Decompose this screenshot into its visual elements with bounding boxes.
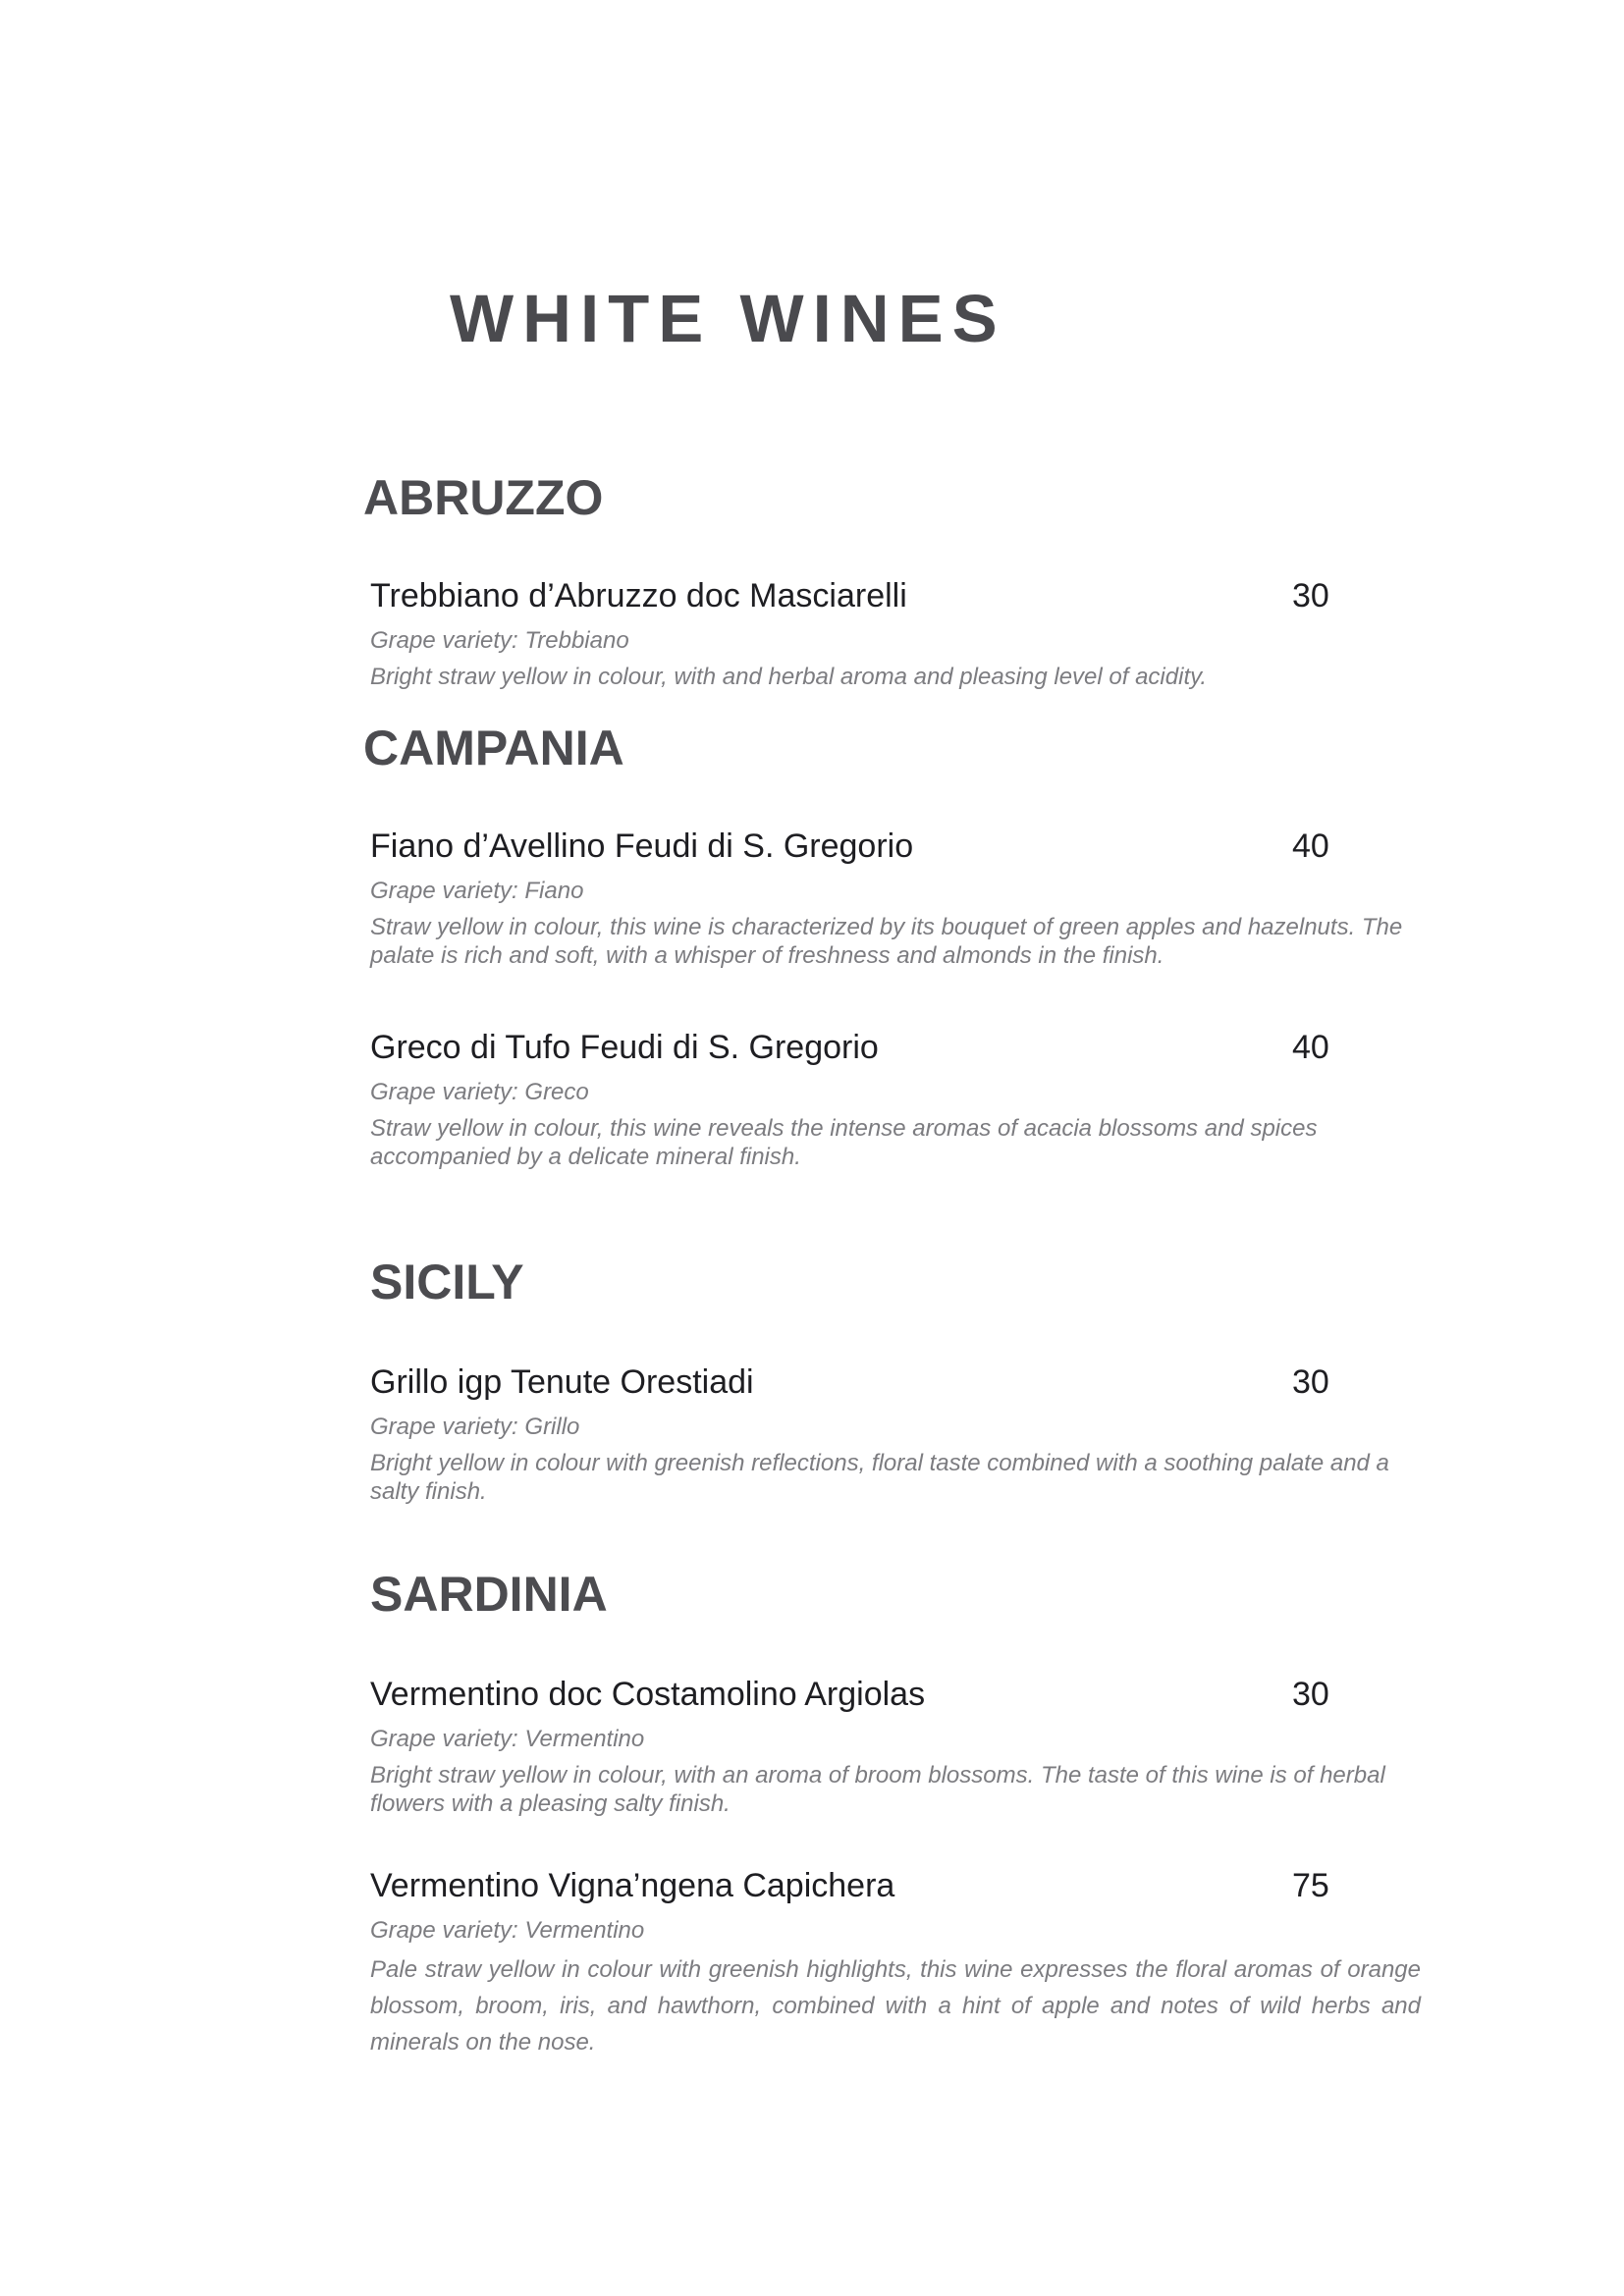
region-heading-sardinia: SARDINIA <box>370 1567 608 1622</box>
region-heading-abruzzo: ABRUZZO <box>363 470 604 525</box>
wine-name: Trebbiano d’Abruzzo doc Masciarelli <box>370 577 907 614</box>
wine-price: 40 <box>1292 828 1329 865</box>
wine-item-grillo <box>370 1363 1421 1506</box>
wine-item-vermentino-capichera <box>370 1867 1421 2060</box>
wine-description: Straw yellow in colour, this wine is characterized by its bouquet of green apples and hazelnuts. The palate is rich and soft, with a whisper of freshness and almonds in the finish. <box>370 914 1403 969</box>
wine-description: Pale straw yellow in colour with greenish highlights, this wine expresses the floral aromas of orange blossom, broom, iris, and hawthorn, combined with a hint of apple and notes of wild herbs and minerals on the nose. <box>370 1956 1421 2056</box>
wine-item-fiano <box>370 828 1421 970</box>
region-heading-sicily: SICILY <box>370 1255 524 1309</box>
wine-grape-variety: Grape variety: Fiano <box>370 878 584 904</box>
wine-grape-variety: Grape variety: Vermentino <box>370 1917 645 1944</box>
wine-price: 30 <box>1292 1363 1329 1401</box>
wine-item-vermentino-costamolino <box>370 1676 1421 1818</box>
wine-grape-variety: Grape variety: Trebbiano <box>370 627 629 654</box>
region-heading-campania: CAMPANIA <box>363 721 624 775</box>
wine-description: Bright yellow in colour with greenish reflections, floral taste combined with a soothing palate and a salty finish. <box>370 1450 1389 1505</box>
wine-description: Bright straw yellow in colour, with an aroma of broom blossoms. The taste of this wine is of herbal flowers with a pleasing salty finish. <box>370 1762 1385 1817</box>
wine-price: 75 <box>1292 1867 1329 1904</box>
wine-name: Vermentino doc Costamolino Argiolas <box>370 1676 926 1713</box>
wine-grape-variety: Grape variety: Vermentino <box>370 1726 645 1752</box>
wine-name: Fiano d’Avellino Feudi di S. Gregorio <box>370 828 914 865</box>
wine-price: 30 <box>1292 577 1329 614</box>
wine-grape-variety: Grape variety: Grillo <box>370 1414 580 1440</box>
wine-item-greco <box>370 1029 1421 1171</box>
wine-name: Grillo igp Tenute Orestiadi <box>370 1363 754 1401</box>
wine-grape-variety: Grape variety: Greco <box>370 1079 589 1105</box>
wine-price: 30 <box>1292 1676 1329 1713</box>
page-title: WHITE WINES <box>450 281 1006 356</box>
wine-price: 40 <box>1292 1029 1329 1066</box>
wine-description: Bright straw yellow in colour, with and herbal aroma and pleasing level of acidity. <box>370 664 1207 690</box>
wine-description: Straw yellow in colour, this wine reveals the intense aromas of acacia blossoms and spices accompanied by a delicate mineral finish. <box>370 1115 1318 1170</box>
wine-name: Greco di Tufo Feudi di S. Gregorio <box>370 1029 879 1066</box>
wine-name: Vermentino Vigna’ngena Capichera <box>370 1867 895 1904</box>
wine-item-trebbiano <box>370 577 1421 691</box>
